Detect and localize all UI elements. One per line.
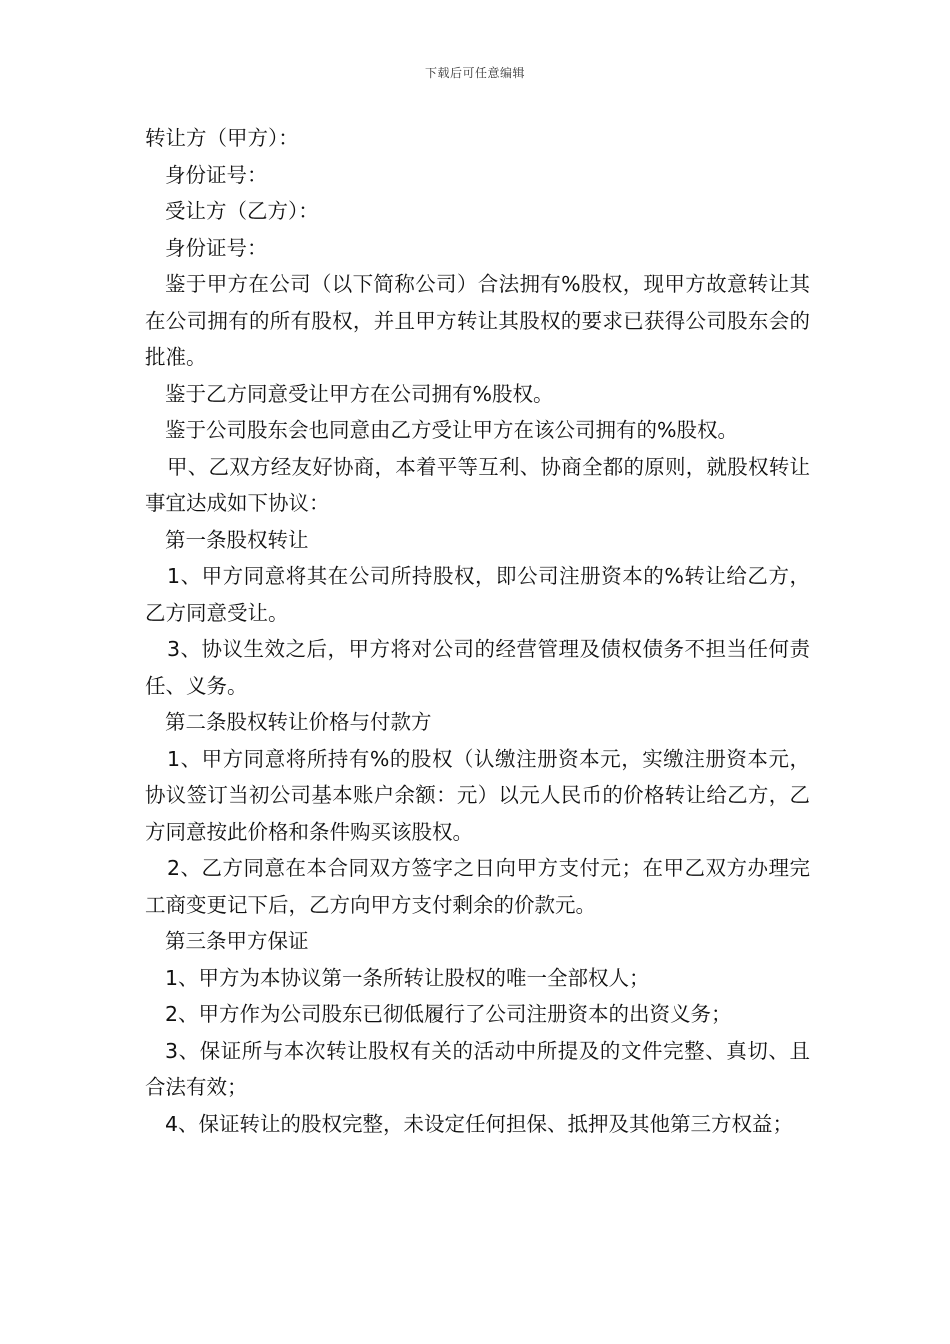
paragraph-whereas-1: 鉴于甲方在公司（以下简称公司）合法拥有%股权，现甲方故意转让其在公司拥有的所有股权，并且甲方转让其股权的要求已获得公司股东会的批准。 [145, 272, 810, 369]
paragraph-whereas-3: 鉴于公司股东会也同意由乙方受让甲方在该公司拥有的%股权。 [165, 418, 738, 442]
paragraph-whereas-2: 鉴于乙方同意受让甲方在公司拥有%股权。 [165, 381, 554, 406]
article-3-title: 第三条甲方保证 [165, 929, 309, 953]
article-1-title: 第一条股权转让 [165, 527, 309, 552]
article-2-title: 第二条股权转让价格与付款方 [165, 710, 432, 734]
header-note: 下载后可任意编辑 [424, 66, 525, 80]
article-1-clause-1: 1、甲方同意将其在公司所持股权，即公司注册资本的%转让给乙方，乙方同意受让。 [145, 564, 810, 625]
paragraph-agreement-intro: 甲、乙双方经友好协商，本着平等互利、协商全都的原则，就股权转让事宜达成如下协议： [145, 454, 810, 515]
article-1-clause-3: 3、协议生效之后，甲方将对公司的经营管理及债权债务不担当任何责任、义务。 [145, 637, 810, 698]
article-3-clause-3: 3、保证所与本次转让股权有关的活动中所提及的文件完整、真切、且合法有效； [145, 1038, 810, 1099]
article-2-clause-1: 1、甲方同意将所持有%的股权（认缴注册资本元，实缴注册资本元，协议签订当初公司基本账户余额：元）以元人民币的价格转让给乙方，乙方同意按此价格和条件购买该股权。 [145, 746, 810, 844]
article-3-clause-2: 2、甲方作为公司股东已彻低履行了公司注册资本的出资义务； [165, 1002, 732, 1026]
paragraph-transferee: 受让方（乙方）： [165, 199, 319, 223]
document-body [145, 120, 810, 1142]
article-3-clause-1: 1、甲方为本协议第一条所转让股权的唯一全部权人； [165, 965, 650, 990]
paragraph-transferee-id: 身份证号： [165, 235, 268, 260]
paragraph-transferor-id: 身份证号： [165, 162, 268, 187]
article-2-clause-2: 2、乙方同意在本合同双方签字之日向甲方支付元；在甲乙双方办理完工商变更记下后，乙方向甲方支付剩余的价款元。 [145, 856, 810, 917]
article-3-clause-4: 4、保证转让的股权完整，未设定任何担保、抵押及其他第三方权益； [165, 1111, 794, 1136]
paragraph-transferor: 转让方（甲方）： [145, 126, 299, 150]
